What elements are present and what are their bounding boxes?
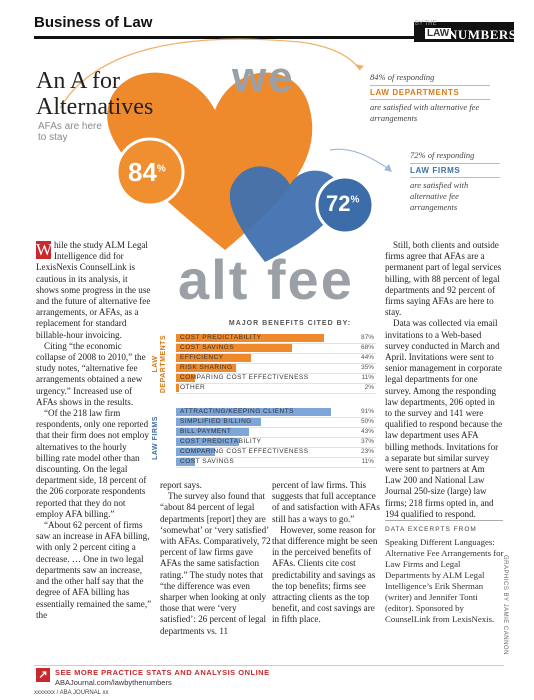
source-text: Speaking Different Languages: Alternative Fee Arrangements for Law Firms and Legal Departments by ALM Legal Intelligence’s Erik Sherman (writer) and Jennifer Tonti (editor). Sponsored by CounselLink from LexisNexis.	[385, 537, 504, 624]
chart-bar-row	[176, 408, 374, 416]
stat-label-departments: LAW DEPARTMENTS	[370, 88, 460, 97]
online-stats-link[interactable]: SEE MORE PRACTICE STATS AND ANALYSIS ONLINE	[55, 668, 270, 677]
chart-bar-row	[176, 428, 374, 436]
chart-bar-row	[176, 384, 374, 392]
chart-value-label: 11%	[361, 374, 374, 381]
chart-category-label: COMPARING COST EFFECTIVENESS	[180, 448, 309, 455]
article-paragraph: W hile the study ALM Legal Intelligence did for LexisNexis CounselLink is cautious in its analysis, it shows some progress in the use and the future of alternative fee arrangements, or AFAs, as a replacement for standard billable-hour invoicing.	[36, 240, 151, 340]
headline: An A for Alternatives	[36, 68, 154, 120]
chart-bar-row	[176, 448, 374, 456]
folio: xxxxxxx / ABA JOURNAL xx	[34, 690, 109, 696]
chart-bar-row	[176, 458, 374, 466]
article-column-3	[272, 480, 380, 626]
chart-value-label: 35%	[360, 364, 374, 371]
chart-category-label: COMPARING COST EFFECTIVENESS	[180, 374, 309, 381]
stat-label-firms: LAW FIRMS	[410, 166, 461, 175]
article-paragraph: Citing “the economic collapse of 2008 to 2010,” the study notes, “alternative fee arrangements obtained a new urgency.” Increased use of AFAs shows in the results.	[36, 340, 146, 407]
article-paragraph: report says.	[160, 480, 202, 490]
stat-lead-departments: 84% of responding	[370, 72, 435, 82]
dek: AFAs are here to stay	[38, 121, 102, 143]
article-column-1	[36, 240, 152, 621]
chart-category-label: COST SAVINGS	[180, 344, 235, 351]
source-rule	[385, 520, 503, 521]
chart-row-divider	[176, 393, 376, 394]
chart-bar-row	[176, 374, 374, 382]
article-paragraph: The survey also found that “about 84 percent of legal departments [report] they are ‘somewhat’ or ‘very satisfied’ with AFAs. Comparatively, 72 percent of law firms gave AFAs the same satisfaction rating.” The study notes that “the difference was even sharper when looking at only those that were ‘very satisfied’: 26 percent of legal departments vs. 11	[160, 491, 271, 636]
section-title: Business of Law	[34, 14, 153, 31]
chart-category-label: SIMPLIFIED BILLING	[180, 418, 252, 425]
alt-fee-word: alt fee	[178, 248, 354, 311]
chart-row-divider	[176, 467, 376, 468]
stat-lead-firms: 72% of responding	[410, 150, 475, 160]
chart-category-label: BILL PAYMENT	[180, 428, 232, 435]
numbers-label: NUMBERS	[448, 27, 517, 42]
chart-bar-row	[176, 418, 374, 426]
arc-line-2	[330, 149, 390, 170]
article-paragraph: However, some reason for that difference might be seen in the perceived benefits of AFAs. Clients cite cost predictability and savings as the top benefits; firms see attracting clients as the top benefit, and cost savings are in fifth place.	[272, 524, 378, 625]
chart-value-label: 87%	[360, 334, 374, 341]
law-label: LAW	[427, 28, 450, 39]
chart-category-label: COST SAVINGS	[180, 458, 235, 465]
chart-value-label: 2%	[364, 384, 374, 391]
chart-bar	[176, 384, 179, 392]
chart-value-label: 68%	[360, 344, 374, 351]
stat-text-departments: are satisfied with alternative fee arrangements	[370, 102, 480, 123]
chart-category-label: COST PREDICTABILITY	[180, 438, 262, 445]
article-paragraph: “About 62 percent of firms saw an increase in AFA billing, with only 2 percent citing a decrease. … One in two legal departments saw an increase, and the other half say that the degree of AFA billing has essentially remained the same,” the	[36, 520, 152, 620]
chart-group-label: LAW DEPARTMENTS	[152, 334, 167, 394]
pct-84: 84%	[128, 157, 166, 187]
chart-bar-row	[176, 364, 374, 372]
chart-bar-row	[176, 344, 374, 352]
article-column-4	[385, 240, 503, 520]
chart-bar-row	[176, 354, 374, 362]
article-paragraph: Still, both clients and outside firms agree that AFAs are a permanent part of legal services billing, with 88 percent of legal departments and 92 percent of firms saying AFAs are here to stay.	[385, 240, 502, 318]
chart-value-label: 23%	[360, 448, 374, 455]
article-column-2	[160, 480, 272, 637]
chart-category-label: OTHER	[180, 384, 206, 391]
article-paragraph: Data was collected via email invitations to a Web-based survey conducted in March and April. Invitations were sent to senior management in corporate legal departments for one survey. Among the responding law departments, 206 opted in to the survey and 141 were qualified to respond because the law department uses AFA billing methods. Invitations for a separate but similar survey were sent to partners at Am Law 200 and National Law Journal 250-size (large) law firms; 218 firms opted in, and 194 qualified to respond.	[385, 318, 503, 519]
chart-value-label: 44%	[360, 354, 374, 361]
stat-text-firms: are satisfied with alternative fee arrangements	[410, 180, 469, 212]
footer-rule	[34, 665, 504, 666]
source-heading: DATA EXCERPTS FROM	[385, 526, 477, 533]
chart-group-label: LAW FIRMS	[152, 416, 159, 460]
chart-value-label: 91%	[360, 408, 374, 415]
chart-value-label: 37%	[360, 438, 374, 445]
chart-value-label: 43%	[360, 428, 374, 435]
chart-category-label: EFFICIENCY	[180, 354, 224, 361]
graphics-credit: GRAPHICS BY JAMIE CANNON	[502, 555, 508, 655]
chart-value-label: 11%	[361, 458, 374, 465]
chart-value-label: 50%	[360, 418, 374, 425]
online-url-link[interactable]: ABAJournal.com/lawbythenumbers	[55, 678, 172, 687]
external-link-icon[interactable]: ↗	[36, 668, 50, 682]
chart-category-label: RISK SHARING	[180, 364, 233, 371]
chart-category-label: ATTRACTING/KEEPING CLIENTS	[180, 408, 295, 415]
drop-cap: W	[36, 240, 53, 259]
article-paragraph: “Of the 218 law firm respondents, only one reported that their firm does not employ alternatives to the hourly billing rate model other than discounting. On the legal department side, 18 percent of the 206 corporate respondents reported that they do not employ AFA billing.”	[36, 408, 149, 519]
chart-bar-row	[176, 438, 374, 446]
chart-bar-row	[176, 334, 374, 342]
article-paragraph: percent of law firms. This suggests that full acceptance of and satisfaction with AFAs still has a ways to go.”	[272, 480, 380, 524]
we-word: we	[232, 53, 295, 102]
benefits-chart	[150, 334, 378, 464]
chart-title: MAJOR BENEFITS CITED BY:	[228, 320, 352, 327]
by-the-label: BY THE	[415, 21, 437, 27]
pct-72: 72%	[326, 191, 360, 216]
chart-category-label: COST PREDICTABILITY	[180, 334, 262, 341]
